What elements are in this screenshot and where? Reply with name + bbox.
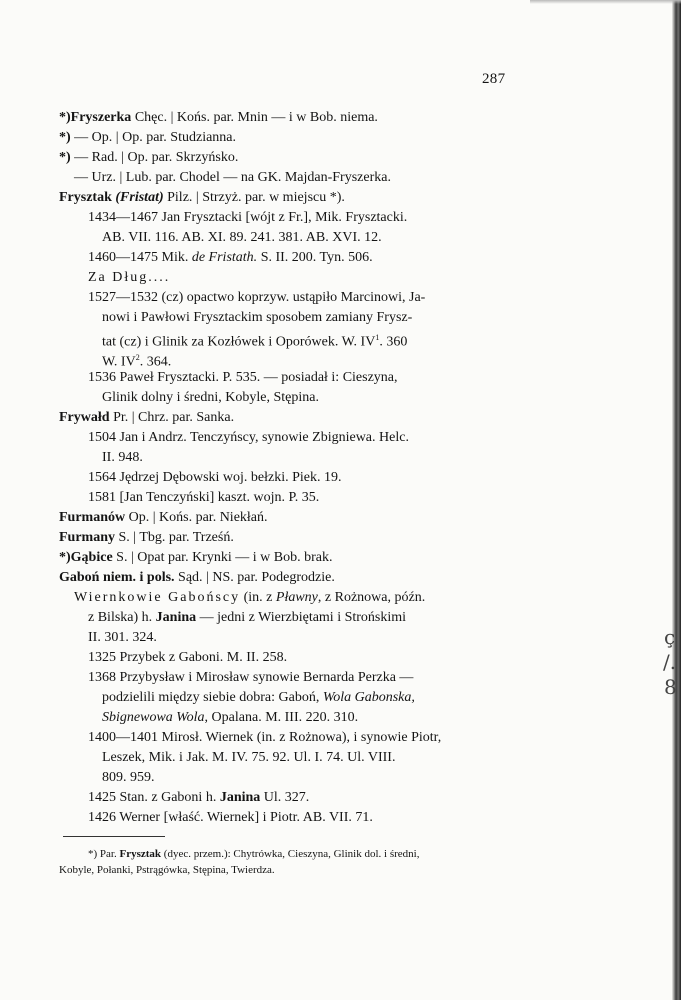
text-line: 1425 Stan. z Gaboni h. Janina Ul. 327. [88, 790, 310, 805]
text-line: 1325 Przybek z Gaboni. M. II. 258. [88, 650, 288, 665]
footnote-continued: Kobyle, Połanki, Pstrągówka, Stępina, Twierdza. [59, 864, 275, 876]
entry-fryszerka-urz: — Urz. | Lub. par. Chodel — na GK. Majdan-Fryszerka. [74, 170, 391, 185]
text-line: 1400—1401 Mirosł. Wiernek (in. z Rożnowa), i synowie Piotr, [88, 730, 442, 745]
text-line: nowi i Pawłowi Frysztackim sposobem zamiany Frysz- [102, 310, 413, 325]
text-line: W. $IV^2$. 364. [102, 353, 172, 370]
page-top-shadow [530, 0, 681, 4]
text-line: 809. 959. [102, 770, 155, 785]
text-line: II. 301. 324. [88, 630, 157, 645]
text-line: podzielili między siebie dobra: Gaboń, Wola Gabonska, [102, 690, 415, 705]
text-line: AB. VII. 116. AB. XI. 89. 241. 381. AB. XVI. 12. [102, 230, 382, 245]
text-line: II. 948. [102, 450, 143, 465]
text-line: 1368 Przybysław i Mirosław synowie Bernarda Perzka — [88, 670, 414, 685]
text-line: Leszek, Mik. i Jak. M. IV. 75. 92. Ul. I. 74. Ul. VIII. [102, 750, 396, 765]
entry-furmany: Furmany S. | Tbg. par. Trześń. [59, 530, 234, 545]
entry-gabon: Gaboń niem. i pols. Sąd. | NS. par. Podegrodzie. [59, 570, 335, 585]
text-line: 1504 Jan i Andrz. Tenczyńscy, synowie Zbigniewa. Helc. [88, 430, 409, 445]
text-line: Sbignewowa Wola, Opalana. M. III. 220. 310. [102, 710, 359, 725]
text-line: 1527—1532 (cz) opactwo koprzyw. ustąpiło Marcinowi, Ja- [88, 290, 426, 305]
handwritten-margin-note: 8 [664, 675, 677, 699]
text-line: 1564 Jędrzej Dębowski woj. bełzki. Piek. 19. [88, 470, 342, 485]
handwritten-margin-note: ç [664, 625, 676, 649]
entry-fryszerka: *)Fryszerka Chęc. | Końs. par. Mnin — i w Bob. niema. [59, 110, 378, 125]
text-line: 1581 [Jan Tenczyński] kaszt. wojn. P. 35. [88, 490, 320, 505]
entry-frysztak: Frysztak (Fristat) Pilz. | Strzyż. par. w miejscu *). [59, 190, 345, 205]
text-line: tat (cz) i Glinik za Kozłówek i Oporówek. W. $IV^1$. 360 [102, 333, 408, 350]
text-line: Za Dług.... [88, 270, 171, 285]
entry-fryszerka-op: *) — Op. | Op. par. Studzianna. [59, 130, 237, 145]
entry-gabice: *)Gąbice S. | Opat par. Krynki — i w Bob. brak. [59, 550, 333, 565]
entry-fryszerka-rad: *) — Rad. | Op. par. Skrzyńsko. [59, 150, 239, 165]
entry-frywald: Frywałd Pr. | Chrz. par. Sanka. [59, 410, 235, 425]
text-line: Wiernkowie Gabońscy (in. z Pławny, z Rożnowa, późn. [74, 590, 426, 605]
text-line: Glinik dolny i średni, Kobyle, Stępina. [102, 390, 319, 405]
entry-furmanow: Furmanów Op. | Końs. par. Niekłań. [59, 510, 268, 525]
page-edge-shadow [672, 0, 681, 1000]
text-line: z Bilska) h. Janina — jedni z Wierzbiętami i Strońskimi [88, 610, 407, 625]
footnote-divider [63, 836, 165, 837]
text-line: 1426 Werner [właść. Wiernek] i Piotr. AB. VII. 71. [88, 810, 373, 825]
text-line: 1536 Paweł Frysztacki. P. 535. — posiadał i: Cieszyna, [88, 370, 398, 385]
text-line: 1434—1467 Jan Frysztacki [wójt z Fr.], Mik. Frysztacki. [88, 210, 408, 225]
handwritten-margin-note: /. [663, 650, 677, 674]
footnote: *) Par. Frysztak (dyec. przem.): Chytrówka, Cieszyna, Glinik dol. i średni, [88, 848, 420, 860]
page-number: 287 [482, 71, 506, 87]
text-line: 1460—1475 Mik. de Fristath. S. II. 200. Tyn. 506. [88, 250, 373, 265]
